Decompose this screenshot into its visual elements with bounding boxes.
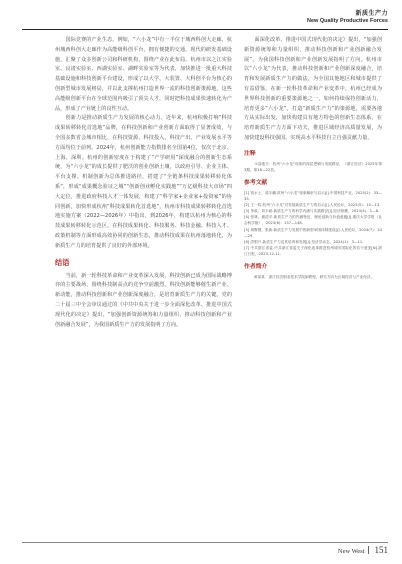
reference-item: [7] 中共浙江省委.中共浙江省委关于深化改革推进杭州城市国际化的若干意见[N].浙江日报，2023-12-11. [244, 245, 382, 256]
author-title: 作者简介 [244, 263, 268, 270]
reference-item: [4] 张林，蒲清平.新质生产力的内涵特征、理论创新与价值意蕴[J].重庆大学学报（社会科学版），2023(6)：137—148. [244, 215, 382, 226]
right-column [244, 36, 382, 280]
page-number: 151 [374, 545, 388, 555]
section-title-conclusion: 结语 [55, 257, 70, 267]
reference-item: [2] 王一鸣.杭州“六小龙”对发展新质生产力的启示[J].人民论坛，2025(5)：10—13. [244, 203, 381, 208]
running-header [307, 10, 388, 25]
reference-item: [6] 洪银兴.新质生产力及其培育和发展[J].经济学动态，2024(1)：3—11. [244, 239, 364, 244]
references-title: 参考文献 [244, 179, 268, 186]
reference-item: [1] 钱水土，周宇鹏.杭州“六小龙”现象解析与启示[J].中国科技产业，2025(2)：33—35. [244, 190, 382, 202]
header-title-en: New Quality Productive Forces [307, 18, 388, 24]
page-footer [338, 545, 388, 557]
references-list [244, 190, 382, 257]
reference-item: [3] 李政，刘丰硕.新质生产力的科学内涵与实践路径[J].经济纵横，2024(4)：1—8. [244, 209, 380, 214]
footer-rule [22, 542, 388, 543]
author-text: 黄某某 浙江经济职业技术学院副教授，研究方向为区域经济与产业经济。 [254, 274, 375, 279]
author-bio [244, 274, 382, 280]
note-item: ①邵逸夫：杭州“六小龙”现象的深层逻辑与发展路径，《浙江经济》2025年第3期，第18—22页。 [244, 161, 382, 172]
conclusion-paragraph: 当前，新一轮科技革命和产业变革深入发展，科技创新已成为国际战略博弈的主要战场，围绕科技制高点的竞争空前激烈。科技创新能够催生新产业、新动能，推动科技创新和产业创新深度融合，是培育新质生产力的关键。党的二十届三中全会审议通过的《中共中央关于进一步全面深化改革、推进中国式现代化的决定》提出，“加强创新资源统筹和力量组织，推动科技创新和产业创新融合发展”，为我国新质生产力的发展指明了方向。 [55, 272, 232, 328]
body-paragraph: 面深化改革、推进中国式现代化的决定》提出，“加强创新资源统筹和力量组织，推动科技创新和产业创新融合发展”，为我国科技创新和产业创新发展指明了方向。杭州市以“六小龙”为代表，推动科技创新和产业创新深度融合，培育和发展新质生产力的做法，为全国其他地区和城市提供了有益借鉴。在新一轮科技革命和产业变革中，杭州已经成为世界科技创新的重要策源地之一，如何持续保持创新活力，培育更多“六小龙”，打造“新质生产力”的策源地，需要各地方从实际出发，加快构建具有地方特色的创新生态体系，在培育新质生产力方面下功夫，推进区域经济高质量发展，为加快建设科技强国、实现高水平科技自立自强贡献力量。 [244, 37, 382, 141]
notes-list [244, 161, 382, 173]
header-title-zh: 新质生产力 [355, 10, 388, 17]
reference-item: [5] 胡鞍钢，张新.新质生产力发展中的新型举国体制建设[J].人民论坛，2024(7)：24—29. [244, 227, 382, 238]
journal-name: New West [337, 548, 365, 555]
body-paragraph: 国际竞赛的产业生态。例如，“六小龙”中有一半位于城西科创大走廊，杭州城西科创大走廊作为高能级科创平台，拥有便捷的交通、现代的研发基础设施，汇聚了众多创新公司和科研机构，围绕产业在此布局。杭州市以之江实验室、良渚实验室、西湖实验室、湖畔实验室等为代表，加快推进一批重大科技基础设施和科技创新平台建设，形成了以大学、大装置、大科创平台为核心的创新型城市发展格局，并以此支撑杭州打造世界一流的科技创新策源地。这些高能级创新平台在全球范围内吸引了顶尖人才，同时把科技成果快速转化为产品，形成了产业链上的良性互动。 [55, 37, 232, 112]
footer-divider [368, 546, 369, 554]
notes-title: 注释 [244, 150, 256, 157]
body-paragraph: 创新力是推动新质生产力发展的核心动力。近年来，杭州积极打响“科技成果转移转化首选地”品牌，在科技创新和产业创新方面取得了显著成效，与全国多数省会城市相比，在科技资源、科技投入、科技产出、产业发展水平等方面均位于前列。2024年，杭州创新能力指数排名全国第4位，仅次于北京、上海、深圳。杭州的创新密度在于构建了“产学研用”深度融合的创新生态系统，为“六小龙”的成长提供了肥沃的创业创新土壤，以政府引导、企业主体、平台支撑、机制创新为总体推进路径，搭建了“全链条科技成果转移转化体系”，形成“成果概念验证之城”“创新创业孵化实践地”“万亿级科技大市场”四大定位，推进政府科技人才一体发展，构建了“科学家+企业家+投资家”的协同创新，加快形成杭州“科技成果转化首选地”，杭州市科技成果转移转化首选地实施方案（2022—2026年）中指出，到2026年，构建以杭州为核心的科技成果转移转化示范区，在科技成果转化、科技服务、科技金融、科技人才、政策机制等方面形成高效协同的创新生态，推动科技成果在杭州落地转化，为新质生产力的培育提供了良好的外部环境。 [55, 115, 232, 249]
header-rule [22, 29, 388, 30]
left-column [55, 36, 232, 330]
